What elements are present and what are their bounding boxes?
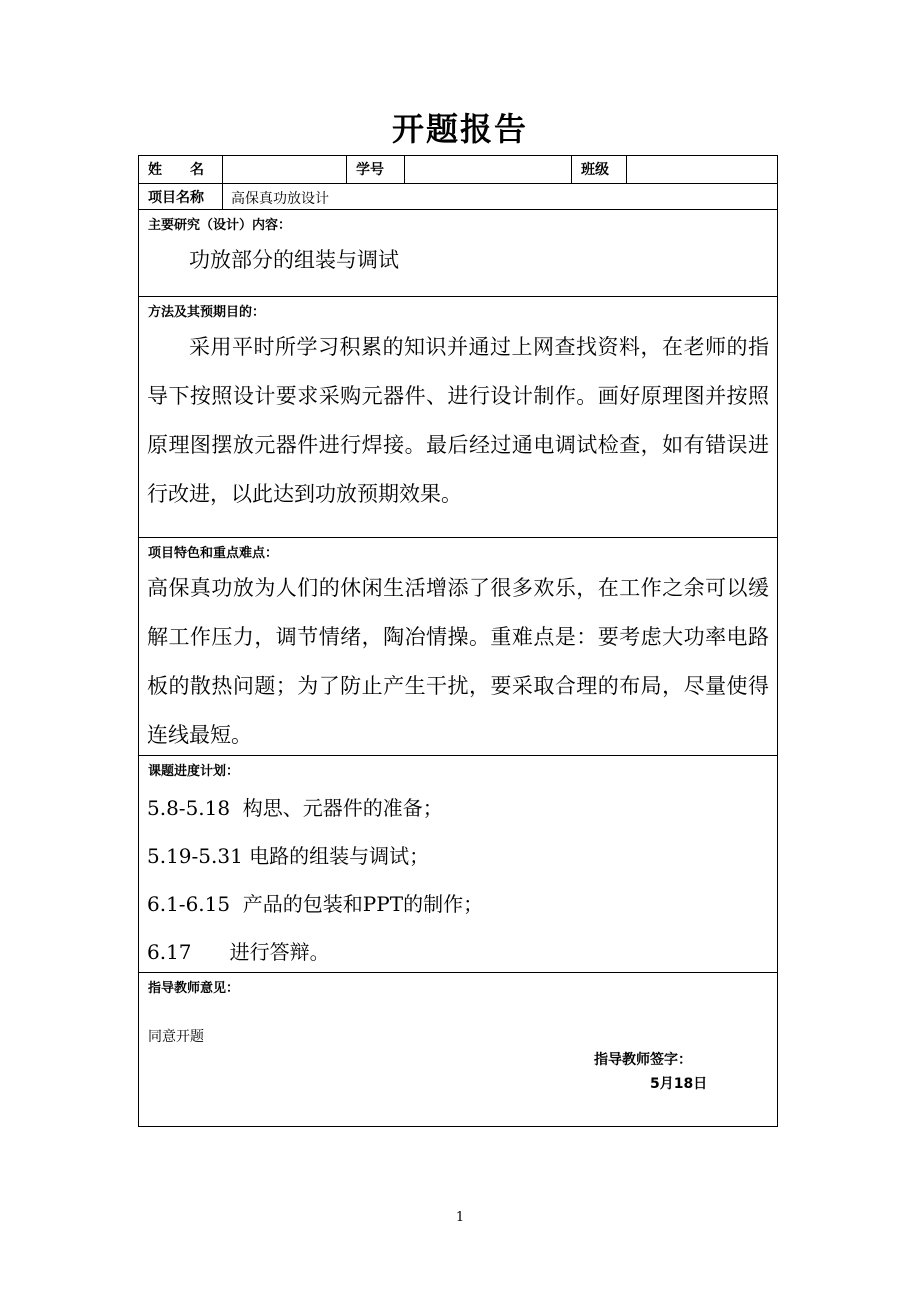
student-id-value <box>405 156 572 183</box>
project-label-text: 项目名称 <box>148 190 204 206</box>
class-value <box>627 156 777 183</box>
class-label-text: 班级 <box>581 162 609 178</box>
schedule-section <box>139 756 777 973</box>
document-title: 开题报告 <box>391 110 528 148</box>
research-section <box>139 210 777 297</box>
method-section <box>139 297 777 538</box>
method-heading: 方法及其预期目的： <box>148 305 266 320</box>
signature-label: 指导教师签字： <box>594 1052 692 1068</box>
page-number: 1 <box>455 1210 465 1225</box>
student-id-label-text: 学号 <box>356 162 384 178</box>
advisor-opinion: 同意开题 <box>148 1029 204 1045</box>
features-heading: 项目特色和重点难点： <box>148 546 279 561</box>
project-value: 高保真功放设计 <box>231 191 329 207</box>
advisor-heading: 指导教师意见： <box>148 981 240 996</box>
name-value <box>223 156 347 183</box>
student-id-label <box>347 156 405 183</box>
features-section <box>139 538 777 756</box>
features-content: 高保真功放为人们的休闲生活增添了很多欢乐，在工作之余可以缓解工作压力，调节情绪，陶冶情操。重难点是：要考虑大功率电路板的散热问题；为了防止产生干扰，要采取合理的布局，尽量使得连线最短。 <box>147 576 769 747</box>
project-row <box>139 184 777 210</box>
schedule-item: 5.19-5.31 电路的组装与调试； <box>147 844 430 868</box>
report-table <box>138 155 778 1127</box>
research-content: 功放部分的组装与调试 <box>189 248 399 272</box>
info-row <box>139 156 777 184</box>
project-label <box>139 184 223 209</box>
name-label-text: 姓 名 <box>148 162 204 178</box>
schedule-item: 6.1-6.15 产品的包装和PPT的制作； <box>147 892 484 916</box>
advisor-section <box>139 973 777 1126</box>
research-heading: 主要研究（设计）内容： <box>148 218 292 233</box>
name-label <box>139 156 223 183</box>
sign-date: 5月18日 <box>650 1076 708 1092</box>
class-label <box>572 156 627 183</box>
schedule-heading: 课题进度计划： <box>148 764 240 779</box>
schedule-item: 5.8-5.18 构思、元器件的准备； <box>147 796 443 820</box>
schedule-item: 6.17 进行答辩。 <box>147 940 330 964</box>
method-content: 采用平时所学习积累的知识并通过上网查找资料，在老师的指导下按照设计要求采购元器件、进行设计制作。画好原理图并按照原理图摆放元器件进行焊接。最后经过通电调试检查，如有错误进行改进，以此达到功放预期效果。 <box>147 335 769 506</box>
